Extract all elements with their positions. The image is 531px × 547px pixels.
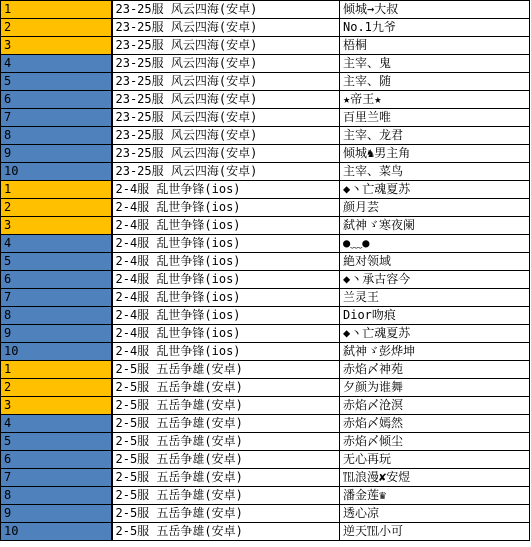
player-name-cell[interactable]: 无心再玩 — [340, 451, 530, 469]
rank-cell[interactable]: 3 — [1, 217, 112, 235]
server-cell[interactable]: 23-25服 风云四海(安卓) — [112, 163, 340, 181]
player-name-cell[interactable]: 潘金莲♛ — [340, 487, 530, 505]
table-row[interactable] — [1, 451, 530, 469]
table-row[interactable] — [1, 505, 530, 523]
rank-cell[interactable]: 3 — [1, 397, 112, 415]
table-row[interactable] — [1, 253, 530, 271]
player-name-cell[interactable]: 赤焰〆倾尘 — [340, 433, 530, 451]
table-row[interactable] — [1, 163, 530, 181]
table-row[interactable] — [1, 199, 530, 217]
table-row[interactable] — [1, 217, 530, 235]
server-cell[interactable]: 2-4服 乱世争锋(ios) — [112, 217, 340, 235]
player-name-cell[interactable]: 赤焰〆神苑 — [340, 361, 530, 379]
server-cell[interactable]: 2-4服 乱世争锋(ios) — [112, 181, 340, 199]
rank-cell[interactable]: 9 — [1, 325, 112, 343]
player-name-cell[interactable]: 絶对领域 — [340, 253, 530, 271]
rank-cell[interactable]: 4 — [1, 235, 112, 253]
table-row[interactable] — [1, 343, 530, 361]
server-cell[interactable]: 23-25服 风云四海(安卓) — [112, 37, 340, 55]
server-cell[interactable]: 2-5服 五岳争雄(安卓) — [112, 379, 340, 397]
player-name-cell[interactable]: No.1九爷 — [340, 19, 530, 37]
table-row[interactable] — [1, 523, 530, 541]
rank-cell[interactable]: 6 — [1, 271, 112, 289]
server-cell[interactable]: 2-5服 五岳争雄(安卓) — [112, 433, 340, 451]
ranking-table-body — [1, 1, 530, 541]
table-row[interactable] — [1, 361, 530, 379]
server-cell[interactable]: 2-4服 乱世争锋(ios) — [112, 199, 340, 217]
player-name-cell[interactable]: 主宰、鬼 — [340, 55, 530, 73]
player-name-cell[interactable]: 主宰、龙君 — [340, 127, 530, 145]
rank-cell[interactable]: 10 — [1, 523, 112, 541]
table-row[interactable] — [1, 91, 530, 109]
server-cell[interactable]: 2-5服 五岳争雄(安卓) — [112, 505, 340, 523]
server-cell[interactable]: 2-4服 乱世争锋(ios) — [112, 253, 340, 271]
table-row[interactable] — [1, 181, 530, 199]
rank-cell[interactable]: 9 — [1, 145, 112, 163]
rank-cell[interactable]: 1 — [1, 361, 112, 379]
rank-cell[interactable]: 2 — [1, 19, 112, 37]
table-row[interactable] — [1, 19, 530, 37]
server-cell[interactable]: 2-4服 乱世争锋(ios) — [112, 271, 340, 289]
rank-cell[interactable]: 1 — [1, 1, 112, 19]
table-row[interactable] — [1, 1, 530, 19]
table-row[interactable] — [1, 307, 530, 325]
table-row[interactable] — [1, 289, 530, 307]
player-name-cell[interactable]: 夕颜为谁舞 — [340, 379, 530, 397]
player-name-cell[interactable]: 兰灵王 — [340, 289, 530, 307]
table-row[interactable] — [1, 145, 530, 163]
rank-cell[interactable]: 8 — [1, 307, 112, 325]
player-name-cell[interactable]: 颜月芸 — [340, 199, 530, 217]
server-cell[interactable]: 2-5服 五岳争雄(安卓) — [112, 397, 340, 415]
player-name-cell[interactable]: Dior吻痕 — [340, 307, 530, 325]
rank-cell[interactable]: 8 — [1, 487, 112, 505]
server-cell[interactable]: 23-25服 风云四海(安卓) — [112, 109, 340, 127]
rank-cell[interactable]: 7 — [1, 289, 112, 307]
table-row[interactable] — [1, 379, 530, 397]
server-cell[interactable]: 23-25服 风云四海(安卓) — [112, 127, 340, 145]
rank-cell[interactable]: 2 — [1, 379, 112, 397]
server-cell[interactable]: 2-5服 五岳争雄(安卓) — [112, 415, 340, 433]
server-cell[interactable]: 2-4服 乱世争锋(ios) — [112, 307, 340, 325]
server-cell[interactable]: 2-5服 五岳争雄(安卓) — [112, 523, 340, 541]
rank-cell[interactable]: 3 — [1, 37, 112, 55]
rank-cell[interactable]: 6 — [1, 91, 112, 109]
rank-cell[interactable]: 2 — [1, 199, 112, 217]
rank-cell[interactable]: 6 — [1, 451, 112, 469]
rank-cell[interactable]: 5 — [1, 433, 112, 451]
player-name-cell[interactable]: 弑神ゞ彭烨坤 — [340, 343, 530, 361]
table-row[interactable] — [1, 325, 530, 343]
table-row[interactable] — [1, 73, 530, 91]
player-name-cell[interactable]: 透心凉 — [340, 505, 530, 523]
server-cell[interactable]: 2-5服 五岳争雄(安卓) — [112, 361, 340, 379]
rank-cell[interactable]: 10 — [1, 343, 112, 361]
server-cell[interactable]: 2-4服 乱世争锋(ios) — [112, 289, 340, 307]
server-cell[interactable]: 2-4服 乱世争锋(ios) — [112, 325, 340, 343]
rank-cell[interactable]: 9 — [1, 505, 112, 523]
player-name-cell[interactable]: 倾城→大叔 — [340, 1, 530, 19]
table-row[interactable] — [1, 127, 530, 145]
player-name-cell[interactable]: ◆丶承古容今 — [340, 271, 530, 289]
rank-cell[interactable]: 5 — [1, 73, 112, 91]
table-row[interactable] — [1, 487, 530, 505]
player-name-cell[interactable]: 梧桐 — [340, 37, 530, 55]
table-row[interactable] — [1, 37, 530, 55]
rank-cell[interactable]: 7 — [1, 109, 112, 127]
player-name-cell[interactable]: 逆天℡小可 — [340, 523, 530, 541]
table-row[interactable] — [1, 433, 530, 451]
player-name-cell[interactable]: 倾城♞男主角 — [340, 145, 530, 163]
server-cell[interactable]: 2-4服 乱世争锋(ios) — [112, 235, 340, 253]
player-name-cell[interactable]: ◆丶亡魂夏苏 — [340, 325, 530, 343]
server-cell[interactable]: 23-25服 风云四海(安卓) — [112, 145, 340, 163]
player-name-cell[interactable]: 赤焰〆沧溟 — [340, 397, 530, 415]
server-cell[interactable]: 2-4服 乱世争锋(ios) — [112, 343, 340, 361]
player-name-cell[interactable]: 赤焰〆嫣然 — [340, 415, 530, 433]
server-cell[interactable]: 23-25服 风云四海(安卓) — [112, 91, 340, 109]
table-row[interactable] — [1, 397, 530, 415]
player-name-cell[interactable]: ℡浪漫✘安煜 — [340, 469, 530, 487]
server-cell[interactable]: 23-25服 风云四海(安卓) — [112, 55, 340, 73]
rank-cell[interactable]: 8 — [1, 127, 112, 145]
player-name-cell[interactable]: 百里兰唯 — [340, 109, 530, 127]
table-row[interactable] — [1, 271, 530, 289]
server-cell[interactable]: 2-5服 五岳争雄(安卓) — [112, 451, 340, 469]
table-row[interactable] — [1, 235, 530, 253]
rank-cell[interactable]: 1 — [1, 181, 112, 199]
server-cell[interactable]: 23-25服 风云四海(安卓) — [112, 19, 340, 37]
table-row[interactable] — [1, 469, 530, 487]
server-cell[interactable]: 2-5服 五岳争雄(安卓) — [112, 469, 340, 487]
table-row[interactable] — [1, 415, 530, 433]
player-name-cell[interactable]: ◆丶亡魂夏苏 — [340, 181, 530, 199]
server-cell[interactable]: 23-25服 风云四海(安卓) — [112, 73, 340, 91]
player-name-cell[interactable]: ★帝王★ — [340, 91, 530, 109]
rank-cell[interactable]: 5 — [1, 253, 112, 271]
rank-cell[interactable]: 10 — [1, 163, 112, 181]
rank-cell[interactable]: 7 — [1, 469, 112, 487]
player-name-cell[interactable]: 主宰、菜鸟 — [340, 163, 530, 181]
player-name-cell[interactable]: 弑神ゞ寒夜阑 — [340, 217, 530, 235]
server-cell[interactable]: 23-25服 风云四海(安卓) — [112, 1, 340, 19]
rank-cell[interactable]: 4 — [1, 415, 112, 433]
rank-cell[interactable]: 4 — [1, 55, 112, 73]
table-row[interactable] — [1, 109, 530, 127]
player-name-cell[interactable]: 主宰、随 — [340, 73, 530, 91]
server-cell[interactable]: 2-5服 五岳争雄(安卓) — [112, 487, 340, 505]
player-name-cell[interactable]: ●﹏● — [340, 235, 530, 253]
table-row[interactable] — [1, 55, 530, 73]
